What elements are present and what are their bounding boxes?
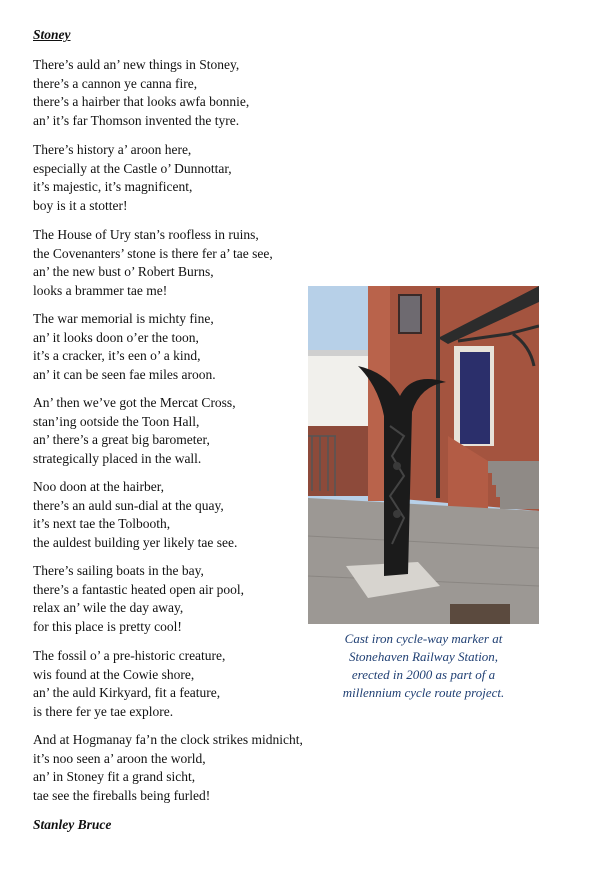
poem-line: And at Hogmanay fa’n the clock strikes midnicht, <box>33 732 303 747</box>
stanza-5 <box>33 394 236 468</box>
drainpipe <box>436 288 440 498</box>
poem-line: an’ it can be seen fae miles aroon. <box>33 366 216 382</box>
poem-line: it’s majestic, it’s magnificent, <box>33 179 193 194</box>
poem-line: it’s a cracker, it’s een o’ a kind, <box>33 348 201 363</box>
caption-line: Cast iron cycle-way marker at <box>344 631 503 646</box>
poem-line: the Covenanters’ stone is there fer a’ tae see, <box>33 245 273 261</box>
poem-line: relax an’ wile the day away, <box>33 600 184 615</box>
poem-line: looks a brammer tae me! <box>33 282 168 298</box>
poem-line: there’s an auld sun-dial at the quay, <box>33 497 224 513</box>
poem-line: the auldest building yer likely tae see. <box>33 534 238 550</box>
stanza-1 <box>33 56 249 130</box>
poem-line: it’s noo seen a’ aroon the world, <box>33 750 206 766</box>
cycle-marker-photo <box>308 286 539 624</box>
poem-line: there’s a cannon ye canna fire, <box>33 75 198 91</box>
poem-line: there’s a fantastic heated open air pool, <box>33 581 245 597</box>
poem-line: An’ then we’ve got the Mercat Cross, <box>33 395 236 410</box>
poem-line: There’s auld an’ new things in Stoney, <box>33 57 240 72</box>
poem-line: an’ in Stoney fit a grand sicht, <box>33 769 196 784</box>
poem-line: stan’ing ootside the Toon Hall, <box>33 413 200 429</box>
poem-line: The House of Ury stan’s roofless in ruins, <box>33 227 259 242</box>
blue-door <box>460 352 490 444</box>
poem-line: There’s sailing boats in the bay, <box>33 563 204 578</box>
photo-caption <box>308 630 539 702</box>
caption-line: erected in 2000 as part of a <box>351 667 496 682</box>
poem-line: boy is it a stotter! <box>33 197 128 213</box>
poem-line: The fossil o’ a pre-historic creature, <box>33 648 226 663</box>
stanza-6 <box>33 478 237 552</box>
poem-line: for this place is pretty cool! <box>33 618 182 634</box>
poem-line: it’s next tae the Tolbooth, <box>33 516 171 531</box>
poem-author: Stanley Bruce <box>33 817 112 832</box>
poem-line: an’ the new bust o’ Robert Burns, <box>33 264 214 279</box>
poem-line: is there fer ye tae explore. <box>33 703 174 719</box>
white-building <box>308 354 373 426</box>
poem-line: an’ it’s far Thomson invented the tyre. <box>33 112 240 128</box>
drain-grate <box>450 604 510 624</box>
caption-line: Stonehaven Railway Station, <box>348 649 499 664</box>
stanza-7 <box>33 562 244 636</box>
poem-line: wis found at the Cowie shore, <box>33 666 195 682</box>
poem-line: There’s history a’ aroon here, <box>33 142 192 157</box>
poem-line: The war memorial is michty fine, <box>33 311 214 326</box>
poem-line: tae see the fireballs being furled! <box>33 787 211 803</box>
stanza-9 <box>33 731 303 805</box>
poem-line: there’s a hairber that looks awfa bonnie, <box>33 94 250 109</box>
poem-line: strategically placed in the wall. <box>33 450 202 466</box>
poem-line: especially at the Castle o’ Dunnottar, <box>33 160 232 176</box>
poem-line: Noo doon at the hairber, <box>33 479 165 494</box>
stanza-2 <box>33 141 232 215</box>
stanza-3 <box>33 226 273 300</box>
cycle-marker-illustration <box>308 286 539 624</box>
poem-title: Stoney <box>33 27 71 42</box>
stanza-8 <box>33 647 225 721</box>
stanza-4 <box>33 310 216 384</box>
poem-line: an’ there’s a great big barometer, <box>33 432 210 447</box>
poem-line: an’ it looks doon o’er the toon, <box>33 329 199 345</box>
poem-line: an’ the auld Kirkyard, fit a feature, <box>33 685 221 700</box>
caption-line: millennium cycle route project. <box>342 685 505 700</box>
